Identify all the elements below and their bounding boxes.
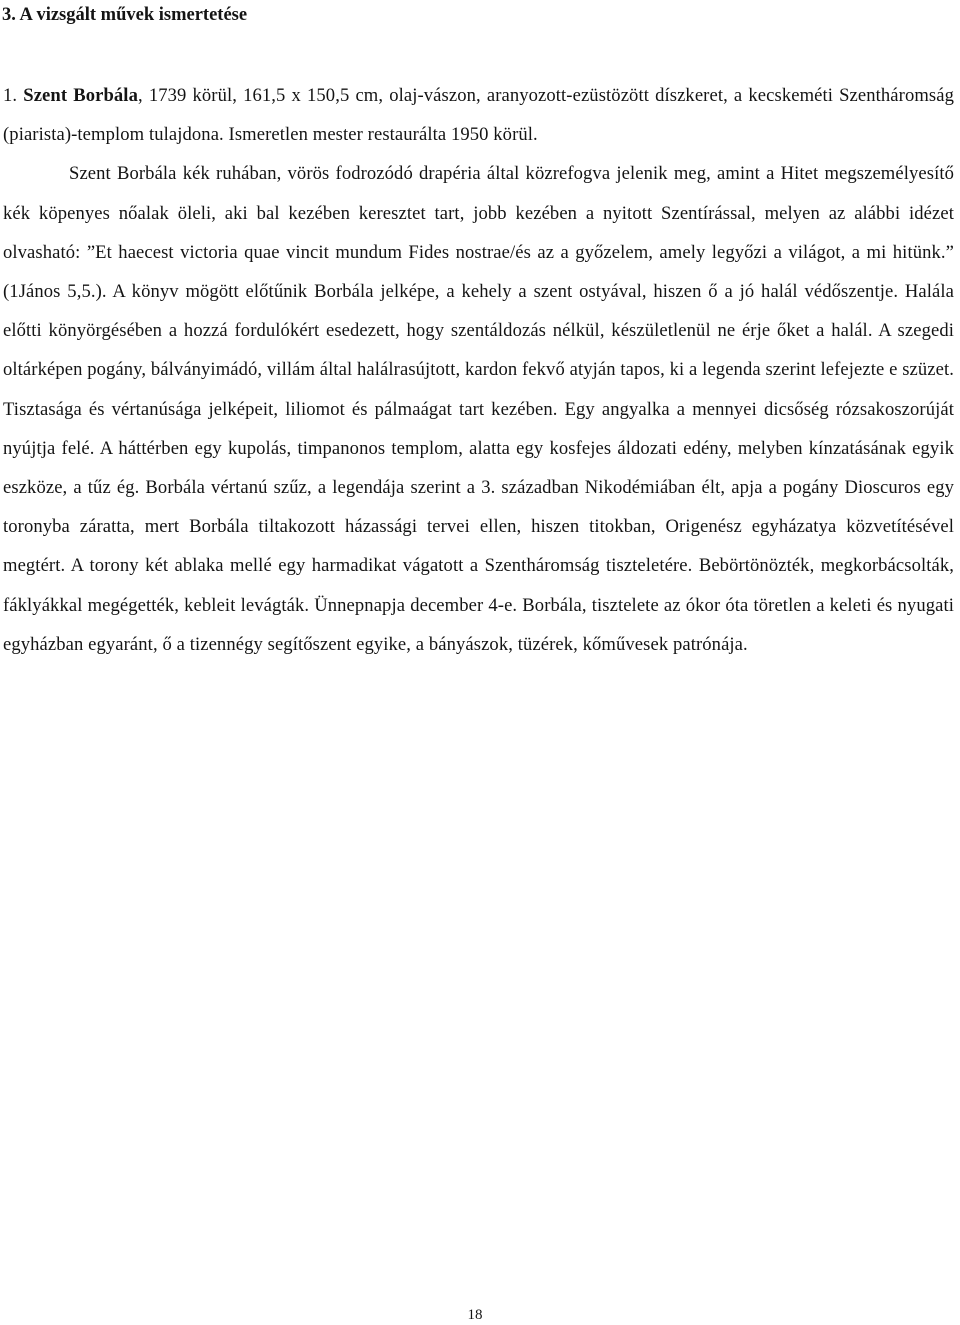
section-heading: 3. A vizsgált művek ismertetése [2, 5, 248, 25]
artwork-description-paragraph [3, 76, 954, 664]
page-number: 18 [467, 1307, 483, 1323]
item-number: 1. [3, 85, 18, 106]
artwork-title: Szent Borbála [23, 85, 138, 106]
artwork-description: Szent Borbála kék ruhában, vörös fodrozódó drapéria által közrefogva jelenik meg, amint a Hitet megszemélyesítő kék köpenyes nőalak öleli, aki bal kezében keresztet tart, jobb kezében a nyitott Szentírással, melyen az alábbi idézet olvasható: ”Et haecest victoria quae vincit mundum Fides nostrae/és az a győzelem, amely legyőzi a világot, a mi hitünk.” (1János 5,5.). A könyv mögött előtűnik Borbála jelképe, a kehely a szent ostyával, hiszen ő a jó halál védőszentje. Halála előtti könyörgésében a hozzá fordulókért esedezett, hogy szentáldozás nélkül, készületlenül ne érje őket a halál. A szegedi oltárképen pogány, bálványimádó, villám által halálrasújtott, kardon fekvő atyján tapos, ki a legenda szerint lefejezte e szüzet. Tisztasága és vértanúsága jelképeit, liliomot és pálmaágat tart kezében. Egy angyalka a mennyei dicsőség rózsakoszorúját nyújtja felé. A háttérben egy kupolás, timpanonos templom, alatta egy kosfejes áldozati edény, melyben kínzatásának egyik eszköze, a tűz ég. Borbála vértanú szűz, a legendája szerint a 3. században Nikodémiában élt, apja a pogány Dioscuros egy toronyba záratta, mert Borbála tiltakozott házassági tervei ellen, hiszen titokban, Origenész egyházatya közvetítésével megtért. A torony két ablaka mellé egy harmadikat vágatott a Szentháromság tiszteletére. Bebörtönözték, megkorbácsolták, fáklyákkal megégették, kebleit levágták. Ünnepnapja december 4-e. Borbála, tisztelete az ókor óta töretlen a keleti és nyugati egyházban egyaránt, ő a tizennégy segítőszent egyike, a bányászok, tüzérek, kőművesek patrónája. [3, 163, 954, 655]
artwork-details: , 1739 körül, 161,5 x 150,5 cm, olaj-vászon, aranyozott-ezüstözött díszkeret, a kecskeméti Szentháromság (piarista)-templom tulajdona. Ismeretlen mester restaurálta 1950 körül. [3, 85, 954, 146]
